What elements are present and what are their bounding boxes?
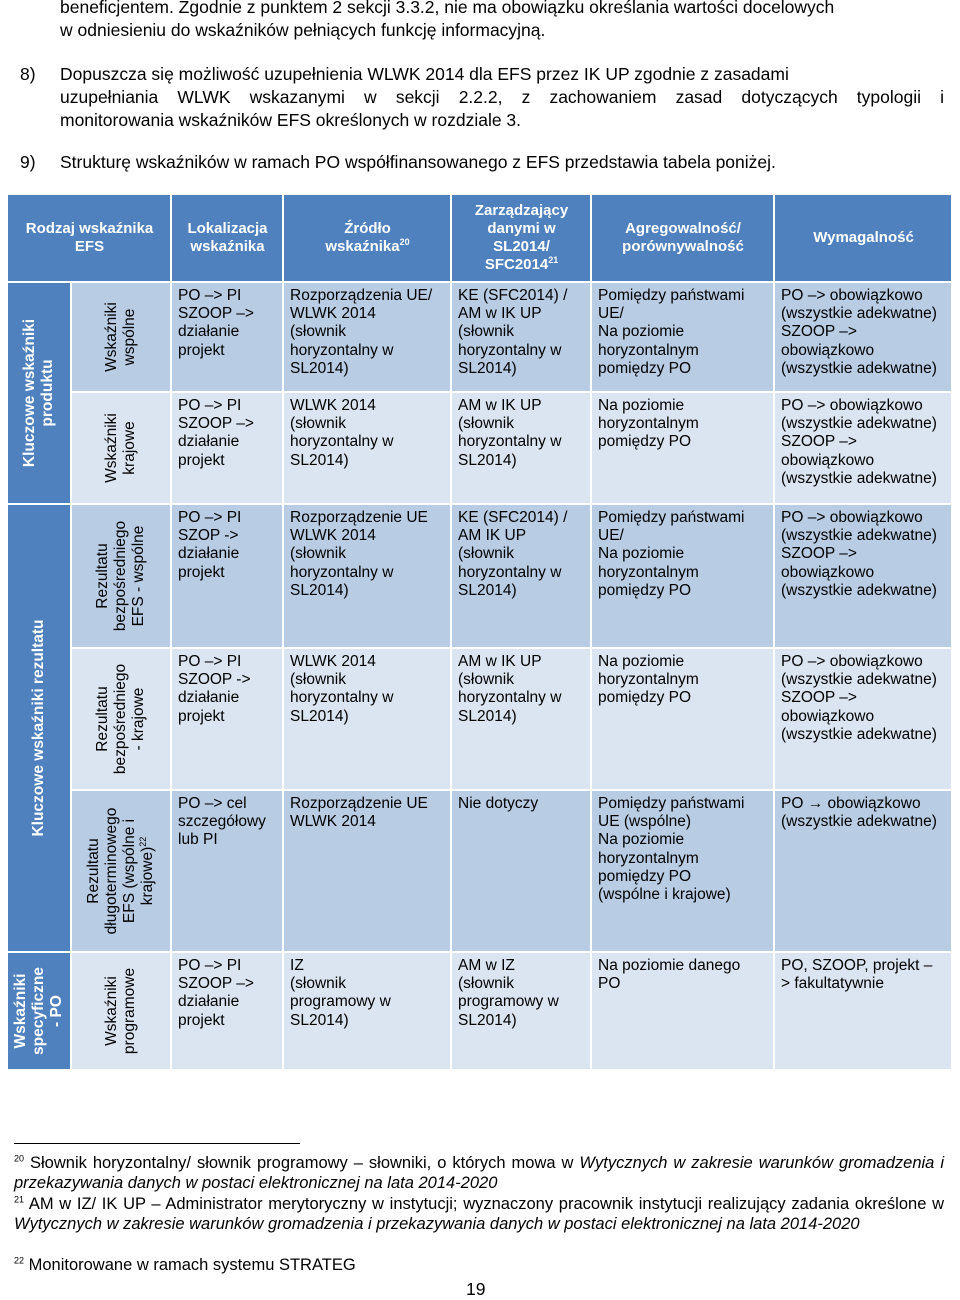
cell-lokalizacja: PO –> PI SZOOP –> działanie projekt: [172, 953, 282, 1069]
cell-wymagalnosc: PO –> obowiązkowo (wszystkie adekwatne) SZOOP –> obowiązkowo (wszystkie adekwatne): [775, 283, 951, 391]
header-wymagalnosc: Wymagalność: [775, 195, 951, 281]
cell-zarzadzajacy: Nie dotyczy: [452, 791, 590, 951]
point-9-text: Strukturę wskaźników w ramach PO współfinansowanego z EFS przedstawia tabela poniżej.: [60, 152, 776, 172]
cell-agregowalnosc: Na poziomie horyzontalnym pomiędzy PO: [592, 649, 773, 789]
footnote-21-number: 21: [14, 1194, 25, 1205]
footnote-22-number: 22: [14, 1255, 25, 1266]
cell-agregowalnosc: Pomiędzy państwami UE (wspólne) Na poziomie horyzontalnym pomiędzy PO (wspólne i krajowe): [592, 791, 773, 951]
page-number: 19: [466, 1279, 486, 1299]
cell-wymagalnosc: PO, SZOOP, projekt – > fakultatywnie: [775, 953, 951, 1069]
cell-agregowalnosc: Na poziomie danego PO: [592, 953, 773, 1069]
cell-agregowalnosc: Pomiędzy państwami UE/ Na poziomie horyzontalnym pomiędzy PO: [592, 283, 773, 391]
group-rezultatu: Kluczowe wskaźniki rezultatu: [8, 505, 70, 951]
cell-lokalizacja: PO –> PI SZOOP –> działanie projekt: [172, 283, 282, 391]
cell-zrodlo: WLWK 2014 (słownik horyzontalny w SL2014): [284, 393, 450, 503]
point-8-number: 8): [20, 64, 36, 84]
header-rodzaj: Rodzaj wskaźnika EFS: [8, 195, 170, 281]
intro-line-1: beneficjentem. Zgodnie z punktem 2 sekcji 3.3.2, nie ma obowiązku określania wartości docelowych: [60, 0, 835, 17]
cell-zrodlo: Rozporządzenie UE WLWK 2014 (słownik horyzontalny w SL2014): [284, 505, 450, 647]
header-agregowalnosc: Agregowalność/ porównywalność: [592, 195, 773, 281]
cell-wymagalnosc: PO → obowiązkowo (wszystkie adekwatne): [775, 791, 951, 951]
table-row: [8, 283, 951, 391]
header-lokalizacja: Lokalizacja wskaźnika: [172, 195, 282, 281]
cell-wymagalnosc: PO –> obowiązkowo (wszystkie adekwatne) SZOOP –> obowiązkowo (wszystkie adekwatne): [775, 393, 951, 503]
footnote-separator: [14, 1143, 300, 1144]
footnote-21: $^{21}$ AM w IZ/ IK UP – Administrator merytoryczny w instytucji; wyznaczony pracownik instytucji realizujący zadania określone w Wytycznych w zakresie warunków gromadzenia i przekazywania danych w postaci elektronicznej na lata 2014-2020: [14, 1194, 944, 1233]
footnote-20: $^{20}$ Słownik horyzontalny/ słownik programowy – słowniki, o których mowa w Wytycznych w zakresie warunków gromadzenia i przekazywania danych w postaci elektronicznej na lata 2014-2020: [14, 1153, 944, 1192]
row-type: Rezultatu długoterminowego EFS (wspólne i krajowe)$^{22}$: [72, 791, 170, 951]
intro-line-2: w odniesieniu do wskaźników pełniących funkcję informacyjną.: [60, 20, 546, 40]
cell-lokalizacja: PO –> PI SZOOP –> działanie projekt: [172, 393, 282, 503]
cell-zarzadzajacy: KE (SFC2014) / AM w IK UP (słownik horyzontalny w SL2014): [452, 283, 590, 391]
cell-zarzadzajacy: KE (SFC2014) / AM IK UP (słownik horyzontalny w SL2014): [452, 505, 590, 647]
group-specyficzne: Wskaźniki specyficzne - PO: [8, 953, 70, 1069]
cell-zrodlo: Rozporządzenie UE WLWK 2014: [284, 791, 450, 951]
cell-lokalizacja: PO –> cel szczegółowy lub PI: [172, 791, 282, 951]
row-type: Rezultatu bezpośredniego - krajowe: [72, 649, 170, 789]
point-8-line-3: monitorowania wskaźników EFS określonych w rozdziale 3.: [60, 110, 522, 130]
table-row: [8, 649, 951, 789]
cell-agregowalnosc: Pomiędzy państwami UE/ Na poziomie horyzontalnym pomiędzy PO: [592, 505, 773, 647]
cell-lokalizacja: PO –> PI SZOOP -> działanie projekt: [172, 649, 282, 789]
table-row: [8, 505, 951, 647]
cell-agregowalnosc: Na poziomie horyzontalnym pomiędzy PO: [592, 393, 773, 503]
cell-zrodlo: IZ (słownik programowy w SL2014): [284, 953, 450, 1069]
cell-zarzadzajacy: AM w IZ (słownik programowy w SL2014): [452, 953, 590, 1069]
table-row: [8, 393, 951, 503]
cell-zarzadzajacy: AM w IK UP (słownik horyzontalny w SL2014): [452, 393, 590, 503]
cell-wymagalnosc: PO –> obowiązkowo (wszystkie adekwatne) SZOOP –> obowiązkowo (wszystkie adekwatne): [775, 649, 951, 789]
table-row: [8, 791, 951, 951]
cell-zrodlo: Rozporządzenia UE/ WLWK 2014 (słownik horyzontalny w SL2014): [284, 283, 450, 391]
table-header-row: [8, 195, 951, 281]
cell-wymagalnosc: PO –> obowiązkowo (wszystkie adekwatne) SZOOP –> obowiązkowo (wszystkie adekwatne): [775, 505, 951, 647]
footnote-20-number: 20: [14, 1153, 25, 1164]
row-type: Rezultatu bezpośredniego EFS - wspólne: [72, 505, 170, 647]
cell-zarzadzajacy: AM w IK UP (słownik horyzontalny w SL2014): [452, 649, 590, 789]
cell-zrodlo: WLWK 2014 (słownik horyzontalny w SL2014): [284, 649, 450, 789]
cell-lokalizacja: PO –> PI SZOP -> działanie projekt: [172, 505, 282, 647]
header-zrodlo: Źródło wskaźnika$^{20}$: [284, 195, 450, 281]
point-8-line-2: uzupełniania WLWK wskazanymi w sekcji 2.2.2, z zachowaniem zasad dotyczących typologii i: [60, 87, 944, 107]
point-8-line-1: Dopuszcza się możliwość uzupełnienia WLWK 2014 dla EFS przez IK UP zgodnie z zasadami: [60, 64, 789, 84]
row-type: Wskaźniki krajowe: [72, 393, 170, 503]
group-produktu: Kluczowe wskaźniki produktu: [8, 283, 70, 503]
header-zarzadzajacy: Zarządzający danymi w SL2014/ SFC2014$^{21}$: [452, 195, 590, 281]
row-type: Wskaźniki programowe: [72, 953, 170, 1069]
indicators-table: [6, 193, 953, 1071]
table-row: [8, 953, 951, 1069]
footnote-22: $^{22}$ Monitorowane w ramach systemu STRATEG: [14, 1255, 356, 1274]
point-9-number: 9): [20, 152, 36, 172]
row-type: Wskaźniki wspólne: [72, 283, 170, 391]
